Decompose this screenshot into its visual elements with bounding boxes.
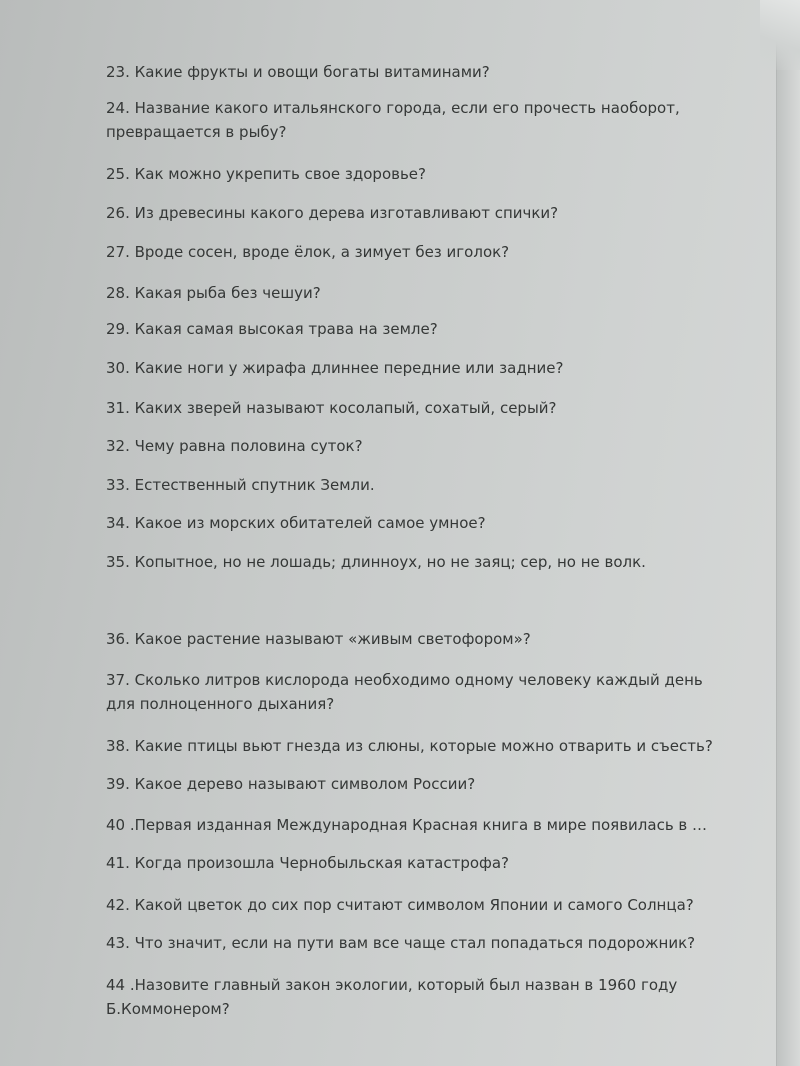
question-item [106,813,707,837]
question-line: 36. Какое растение называют «живым светофором»? [106,630,531,648]
question-line: 29. Какая самая высокая трава на земле? [106,320,438,338]
question-item [106,60,490,84]
question-line: 23. Какие фрукты и овощи богаты витаминами? [106,63,490,81]
question-line: 35. Копытное, но не лошадь; длинноух, но не заяц; сер, но не волк. [106,553,646,571]
question-line: 42. Какой цветок до сих пор считают символом Японии и самого Солнца? [106,896,694,914]
question-line: 27. Вроде сосен, вроде ёлок, а зимует без иголок? [106,243,510,261]
question-item [106,893,694,917]
question-item [106,511,486,535]
question-item [106,627,531,651]
question-line: 32. Чему равна половина суток? [106,437,363,455]
question-item [106,668,703,716]
question-line: 33. Естественный спутник Земли. [106,476,375,494]
question-item [106,550,646,574]
question-item [106,931,695,955]
question-item [106,434,363,458]
question-line: 34. Какое из морских обитателей самое умное? [106,514,486,532]
question-item [106,162,426,186]
question-line: 30. Какие ноги у жирафа длиннее передние или задние? [106,359,564,377]
question-line: Б.Коммонером? [106,1000,230,1018]
question-item [106,201,558,225]
question-line: 28. Какая рыба без чешуи? [106,284,321,302]
question-line: 44 .Назовите главный закон экологии, который был назван в 1960 году [106,976,678,994]
question-line: 25. Как можно укрепить свое здоровье? [106,165,426,183]
question-line: 41. Когда произошла Чернобыльская катастрофа? [106,854,510,872]
question-line: 31. Каких зверей называют косолапый, сохатый, серый? [106,399,557,417]
question-line: 43. Что значит, если на пути вам все чаще стал попадаться подорожник? [106,934,696,952]
question-line: 38. Какие птицы вьют гнезда из слюны, которые можно отварить и съесть? [106,737,713,755]
question-line: 40 .Первая изданная Международная Красная книга в мире появилась в … [106,816,708,834]
question-line: для полноценного дыхания? [106,695,335,713]
question-line: 26. Из древесины какого дерева изготавливают спички? [106,204,559,222]
question-item [106,96,680,144]
question-line: 37. Сколько литров кислорода необходимо одному человеку каждый день [106,671,703,689]
question-item [106,240,509,264]
question-item [106,473,375,497]
question-item [106,973,677,1021]
question-item [106,281,321,305]
question-item [106,772,475,796]
question-line: превращается в рыбу? [106,123,287,141]
question-item [106,396,557,420]
question-line: 39. Какое дерево называют символом России? [106,775,476,793]
question-item [106,317,438,341]
question-item [106,734,713,758]
question-item [106,851,509,875]
question-line: 24. Название какого итальянского города, если его прочесть наоборот, [106,99,680,117]
question-item [106,356,563,380]
